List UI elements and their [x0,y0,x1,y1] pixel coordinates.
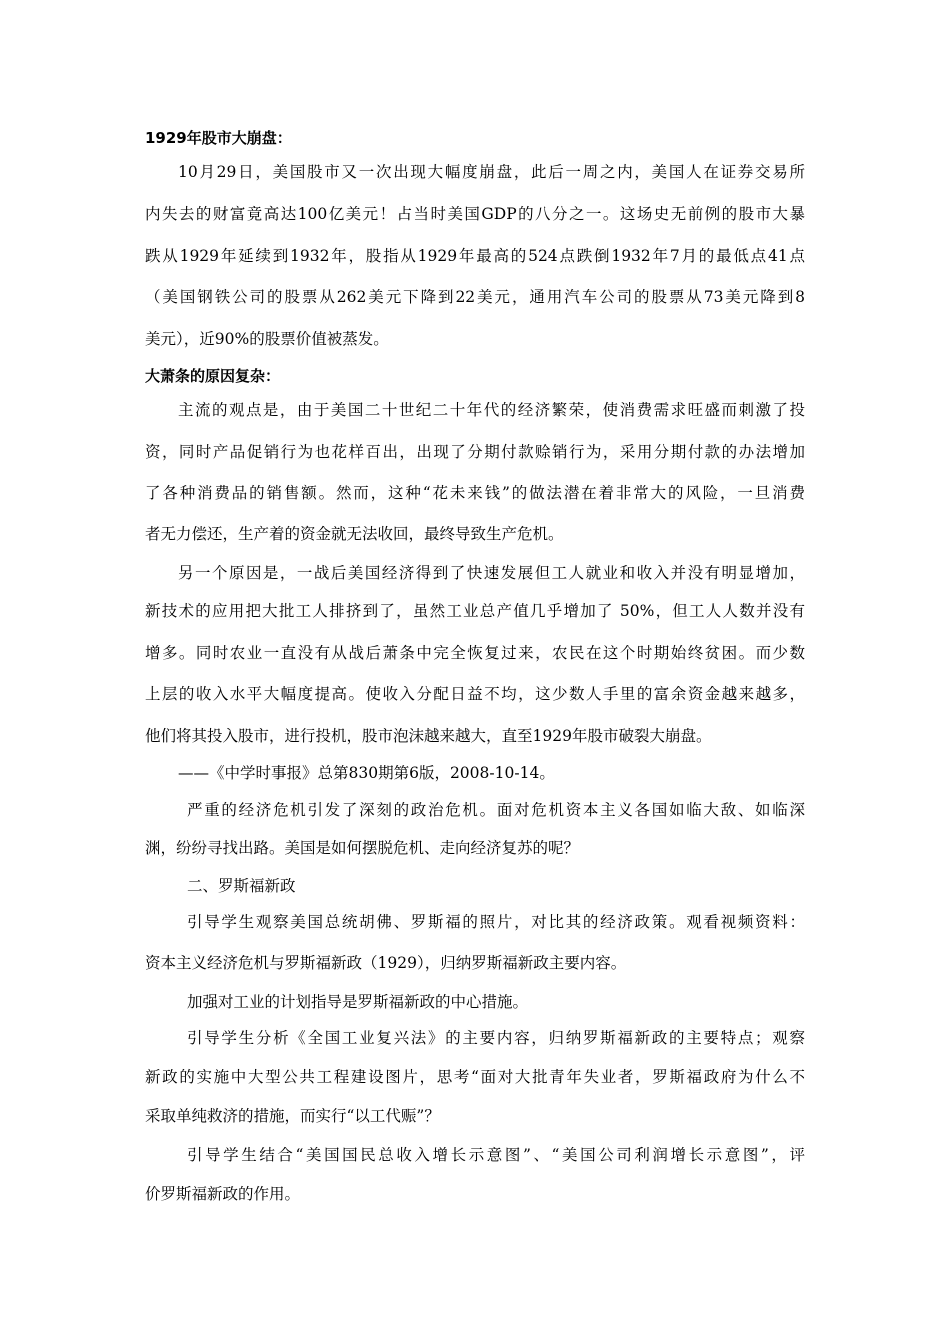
causes-p2-line-1: 另一个原因是，一战后美国经济得到了快速发展但工人就业和收入并没有明显增加， [178,564,805,582]
source-citation: ——《中学时事报》总第830期第6版，2008-10-14。 [178,764,555,782]
crash-line-1: 10月29日，美国股市又一次出现大幅度崩盘，此后一周之内，美国人在证券交易所 [178,163,805,181]
new-deal-p4-line-1: 引导学生结合“美国国民总收入增长示意图”、“美国公司利润增长示意图”，评 [187,1146,805,1164]
crash-line-5: 美元），近90%的股票价值被蒸发。 [145,330,389,348]
section-heading-new-deal: 二、罗斯福新政 [187,877,296,895]
causes-p2-line-2: 新技术的应用把大批工人排挤到了，虽然工业总产值几乎增加了 50%，但工人人数并没有 [145,602,805,620]
causes-p2-line-3: 增多。同时农业一直没有从战后萧条中完全恢复过来，农民在这个时期始终贫困。而少数 [145,644,805,662]
new-deal-p1-line-2: 资本主义经济危机与罗斯福新政（1929），归纳罗斯福新政主要内容。 [145,954,627,972]
new-deal-p3-line-3: 采取单纯救济的措施，而实行“以工代赈”？ [145,1107,440,1125]
transition-line-2: 渊，纷纷寻找出路。美国是如何摆脱危机、走向经济复苏的呢？ [145,839,580,857]
crash-line-4: （美国钢铁公司的股票从262美元下降到22美元，通用汽车公司的股票从73美元降到8 [145,288,805,306]
new-deal-p3-line-2: 新政的实施中大型公共工程建设图片，思考“面对大批青年失业者，罗斯福政府为什么不 [145,1068,805,1086]
new-deal-p3-line-1: 引导学生分析《全国工业复兴法》的主要内容，归纳罗斯福新政的主要特点；观察 [187,1029,805,1047]
crash-line-2: 内失去的财富竟高达100亿美元！占当时美国GDP的八分之一。这场史无前例的股市大暴 [145,205,805,223]
transition-line-1: 严重的经济危机引发了深刻的政治危机。面对危机资本主义各国如临大敌、如临深 [187,801,805,819]
causes-p2-line-5: 他们将其投入股市，进行投机，股市泡沫越来越大，直至1929年股市破裂大崩盘。 [145,727,712,745]
causes-p2-line-4: 上层的收入水平大幅度提高。使收入分配日益不均，这少数人手里的富余资金越来越多， [145,685,805,703]
section-heading-crash: 1929年股市大崩盘： [145,129,292,147]
crash-line-3: 跌从1929年延续到1932年，股指从1929年最高的524点跌倒1932年7月的最低点41点 [145,247,805,265]
causes-p1-line-4: 者无力偿还，生产着的资金就无法收回，最终导致生产危机。 [145,525,564,543]
new-deal-p1-line-1: 引导学生观察美国总统胡佛、罗斯福的照片，对比其的经济政策。观看视频资料： [187,913,805,931]
new-deal-p4-line-2: 价罗斯福新政的作用。 [145,1185,301,1203]
section-heading-causes: 大萧条的原因复杂： [145,367,281,385]
causes-p1-line-3: 了各种消费品的销售额。然而，这种“花未来钱”的做法潜在着非常大的风险，一旦消费 [145,484,805,502]
causes-p1-line-1: 主流的观点是，由于美国二十世纪二十年代的经济繁荣，使消费需求旺盛而刺激了投 [178,401,805,419]
new-deal-p2: 加强对工业的计划指导是罗斯福新政的中心措施。 [187,993,529,1011]
causes-p1-line-2: 资，同时产品促销行为也花样百出，出现了分期付款赊销行为，采用分期付款的办法增加 [145,443,805,461]
